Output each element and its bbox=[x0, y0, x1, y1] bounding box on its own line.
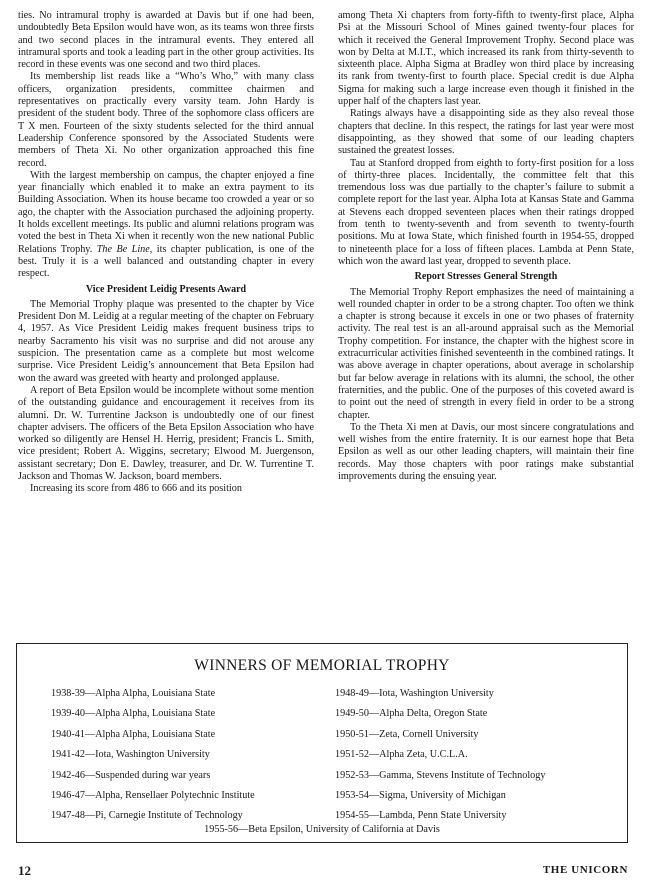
right-paragraph: The Memorial Trophy Report emphasizes the need of maintaining a well rounded chapter in order to be a strong chapter. Too often we think a chapter is strong because it excels in one or two phases of fraternity activity. The real test is an all-around appraisal such as the Memorial Trophy competition. For instance, the chapter with the highest score in extracurricular activities finished seventeenth in the combined ratings. It was above average in chapter operations, about average in scholarship but far below average in relations with its alumni, the school, the other fraternities, and the public. One of the purposes of this coveted award is to point out the need of strength in every field in order to be a strong chapter. bbox=[338, 286, 634, 421]
page-number: 12 bbox=[18, 863, 31, 878]
right-paragraph: Tau at Stanford dropped from eighth to forty-first position for a loss of thirty-three places. Incidentally, the committee felt that this tremendous loss was due partially to the chapter’s failure to submit a complete report for the last year. Alpha Iota at Kansas State and Gamma at Stevens each dropped seventeen places when their ratings dropped from tenth to twenty-seventh and from seventh to twenty-fourth positions. Mu at Iowa State, which finished fourth in 1954-55, dropped to nineteenth place for a loss of fifteen places. Lambda at Penn State, which won the award last year, dropped to seventh place. bbox=[338, 157, 634, 267]
left-paragraph: Its membership list reads like a “Who’s Who,” with many class officers, organization presidents, committee chairmen and representatives on practically every varsity team. John Hardy is president of the student body. Three of the sophomore class officers are T X men. Fourteen of the sixty students selected for the third annual Leadership Conference sponsored by the Associated Students were members of Theta Xi. No other organization approached this fine record. bbox=[18, 71, 314, 169]
left-paragraph: A report of Beta Epsilon would be incomplete without some mention of the outstanding guidance and encouragement it receives from its alumni. Dr. W. Turrentine Jackson is undoubtedly one of our finest chapter advisers. The officers of the Beta Epsilon Association who have worked so diligently are Hensel H. Herrig, president; Francis L. Smith, vice president; Robert A. Wiggins, secretary; Elwood M. Juergenson, assistant secretary; Don E. Dawley, treasurer, and Dr. W. Turrentine T. Jackson and Thomas W. Jackson, board members. bbox=[18, 384, 314, 482]
right-paragraph: Ratings always have a disappointing side as they also reveal those chapters that decline. In this respect, the ratings for last year were most disappointing, as they showed that some of our leading chapters sustained the greatest losses. bbox=[338, 108, 634, 157]
publication-title: The Be Line bbox=[96, 243, 150, 255]
winners-list-right bbox=[335, 684, 545, 827]
left-paragraph: The Memorial Trophy plaque was presented to the chapter by Vice President Don M. Leidig at a regular meeting of the chapter on February 4, 1957. As Vice President Leidig makes frequent business trips to nearby Sacramento his visit was no surprise and did not arouse any suspicion. The presentation came as a complete but most welcome surprise. Vice President Leidig’s announcement that Beta Epsilon had won the award was greeted with hearty and prolonged applause. bbox=[18, 298, 314, 384]
winner-entry: 1949-50—Alpha Delta, Oregon State bbox=[335, 708, 488, 720]
winner-entry-latest: 1955-56—Beta Epsilon, University of California at Davis bbox=[204, 824, 440, 835]
paragraph-text: With the largest membership on campus, the chapter enjoyed a fine year financially which enabled it to make an extra payment to its Building Association. When its house became too crowded a year or so ago, the chapter with the Association purchased the adjoining property. It holds excellent meetings. Its public and alumni relations program was voted the best in Theta Xi when it recently won the new national Public Relations Trophy. bbox=[18, 169, 314, 255]
winner-entry: 1942-46—Suspended during war years bbox=[51, 769, 211, 781]
winner-entry: 1947-48—Pi, Carnegie Institute of Technology bbox=[51, 810, 243, 822]
winner-entry: 1950-51—Zeta, Cornell University bbox=[335, 728, 479, 740]
section-heading: Report Stresses General Strength bbox=[414, 271, 558, 283]
left-paragraph: Increasing its score from 486 to 666 and its position bbox=[30, 483, 242, 495]
winner-entry: 1954-55—Lambda, Penn State University bbox=[335, 810, 507, 822]
winner-entry: 1946-47—Alpha, Rensellaer Polytechnic Institute bbox=[51, 790, 255, 802]
left-paragraph: ties. No intramural trophy is awarded at Davis but if one had been, undoubtedly Beta Epsilon would have won, as its teams won three firsts and two second places in the intramural events. They entered all intramural sports and took a leading part in the other group activities. Its record in these events was one second and two third places. bbox=[18, 10, 314, 71]
winner-entry: 1938-39—Alpha Alpha, Louisiana State bbox=[51, 688, 216, 699]
winner-entry: 1948-49—Iota, Washington University bbox=[335, 688, 494, 699]
winners-title: WINNERS OF MEMORIAL TROPHY bbox=[194, 657, 450, 674]
winner-entry: 1939-40—Alpha Alpha, Louisiana State bbox=[51, 708, 216, 720]
section-heading: Vice President Leidig Presents Award bbox=[85, 283, 247, 295]
winner-entry: 1953-54—Sigma, University of Michigan bbox=[335, 790, 506, 802]
winners-box bbox=[16, 643, 628, 843]
journal-name: THE UNICORN bbox=[542, 864, 628, 876]
right-paragraph: among Theta Xi chapters from forty-fifth to twenty-first place, Alpha Psi at the Missouri School of Mines gained twenty-four places for which it received the General Improvement Trophy. Second place was won by Delta at M.I.T., which increased its rank from thirty-seventh to sixteenth place. Alpha Sigma at Bradley won third place by increasing its rank from twenty-first to fourth place. Special credit is due Alpha Sigma for making such a large increase even though it finished in the upper half of the chapters last year. bbox=[338, 10, 634, 108]
right-column bbox=[338, 10, 634, 483]
paragraph-text: , its chapter publication, is one of the best. Truly it is a well balanced and outstanding chapter in every respect. bbox=[18, 243, 314, 280]
winner-entry: 1951-52—Alpha Zeta, U.C.L.A. bbox=[335, 749, 468, 761]
left-paragraph bbox=[18, 170, 314, 281]
winner-entry: 1941-42—Iota, Washington University bbox=[51, 749, 210, 761]
winners-list-left bbox=[51, 684, 255, 827]
left-column bbox=[18, 10, 314, 496]
winner-entry: 1940-41—Alpha Alpha, Louisiana State bbox=[51, 728, 216, 740]
right-paragraph: To the Theta Xi men at Davis, our most sincere congratulations and well wishes from the entire fraternity. It is our earnest hope that Beta Epsilon as well as our other leading chapters, will maintain their fine records. May those chapters with poor ratings make substantial improvements during the ensuing year. bbox=[338, 421, 634, 482]
page-footer bbox=[18, 863, 628, 879]
winner-entry: 1952-53—Gamma, Stevens Institute of Technology bbox=[335, 769, 546, 781]
